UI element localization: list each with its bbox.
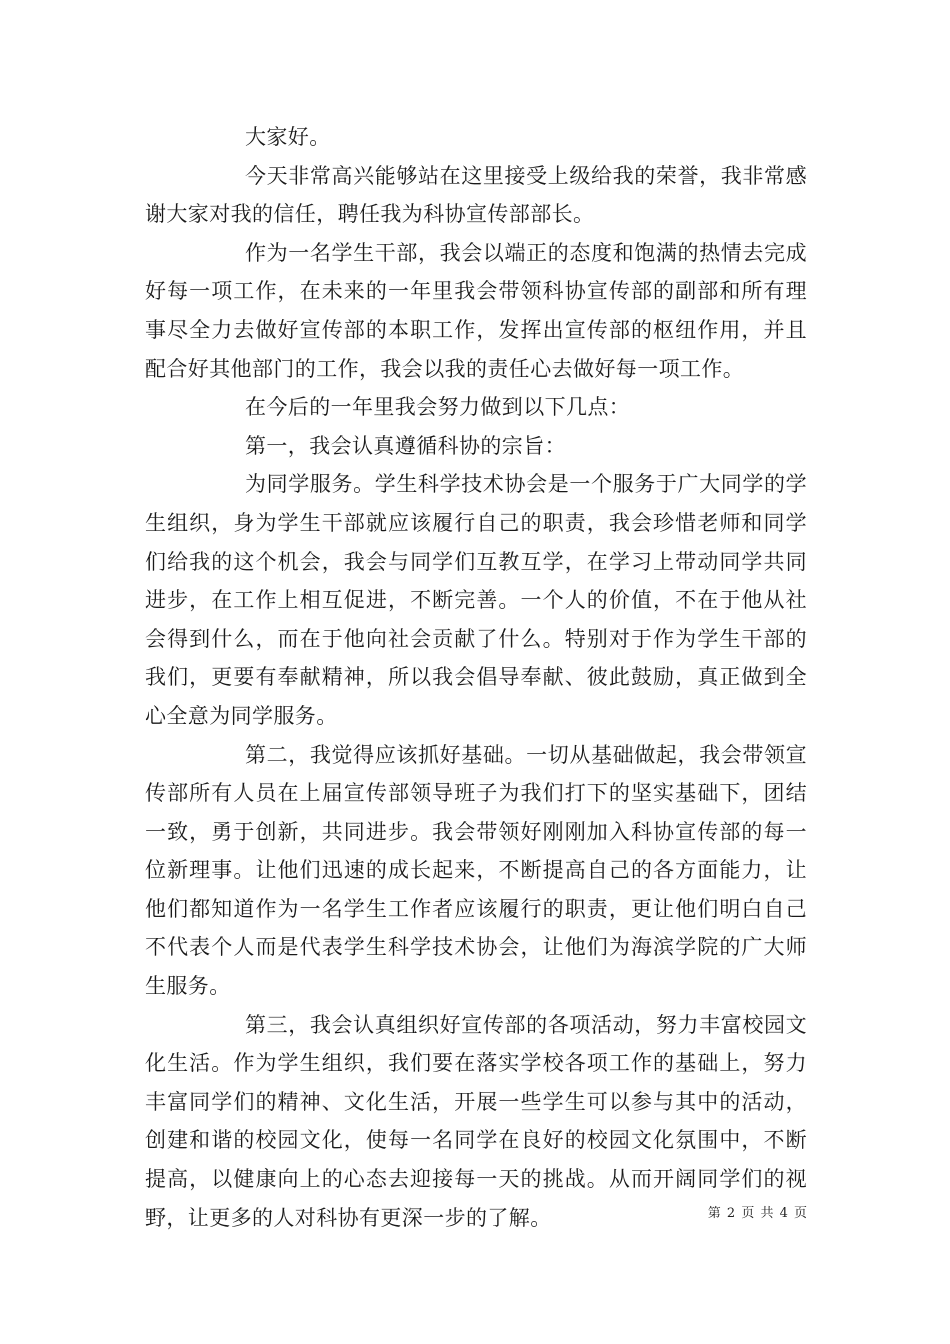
paragraph-point-three: 第三，我会认真组织好宣传部的各项活动，努力丰富校园文化生活。作为学生组织，我们要在落实学校各项工作的基础上，努力丰富同学们的精神、文化生活，开展一些学生可以参与其中的活动，创建和谐的校园文化，使每一名同学在良好的校园文化氛围中，不断提高，以健康向上的心态去迎接每一天的挑战。从而开阔同学们的视野，让更多的人对科协有更深一步的了解。 — [145, 1012, 807, 1230]
paragraph-commitment: 作为一名学生干部，我会以端正的态度和饱满的热情去完成好每一项工作，在未来的一年里我会带领科协宣传部的副部和所有理事尽全力去做好宣传部的本职工作，发挥出宣传部的枢纽作用，并且配合好其他部门的工作，我会以我的责任心去做好每一项工作。 — [145, 240, 807, 381]
page-number-footer: 第 2 页 共 4 页 — [707, 1206, 808, 1221]
paragraph-point-one-heading: 第一，我会认真遵循科协的宗旨： — [245, 433, 566, 458]
paragraph-point-two: 第二，我觉得应该抓好基础。一切从基础做起，我会带领宣传部所有人员在上届宣传部领导班子为我们打下的坚实基础下，团结一致，勇于创新，共同进步。我会带领好刚刚加入科协宣传部的每一位新理事。让他们迅速的成长起来，不断提高自己的各方面能力，让他们都知道作为一名学生工作者应该履行的职责，更让他们明白自己不代表个人而是代表学生科学技术协会，让他们为海滨学院的广大师生服务。 — [145, 742, 807, 999]
paragraph-point-one-body: 为同学服务。学生科学技术协会是一个服务于广大同学的学生组织，身为学生干部就应该履行自己的职责，我会珍惜老师和同学们给我的这个机会，我会与同学们互教互学，在学习上带动同学共同进步，在工作上相互促进，不断完善。一个人的价值，不在于他从社会得到什么，而在于他向社会贡献了什么。特别对于作为学生干部的我们，更要有奉献精神，所以我会倡导奉献、彼此鼓励，真正做到全心全意为同学服务。 — [145, 472, 807, 728]
document-body — [145, 118, 807, 1237]
paragraph-greeting: 大家好。 — [245, 125, 331, 149]
paragraph-intro-points: 在今后的一年里我会努力做到以下几点： — [245, 395, 631, 420]
paragraph-thanks: 今天非常高兴能够站在这里接受上级给我的荣誉，我非常感谢大家对我的信任，聘任我为科协宣传部部长。 — [145, 163, 807, 227]
